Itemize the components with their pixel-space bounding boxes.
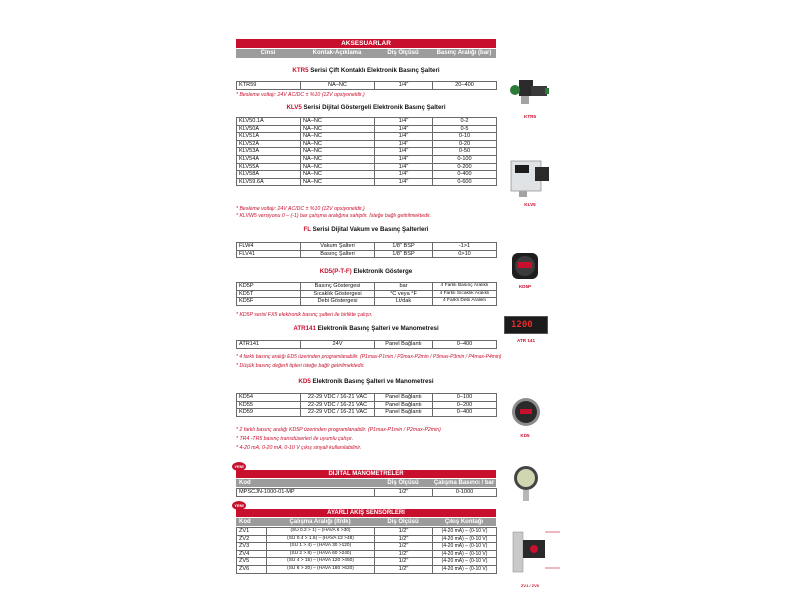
flow-table — [236, 527, 497, 574]
table-row: KD54 22-29 VDC / 16-21 VAC Panel Bağlantı 0–100 — [237, 394, 497, 402]
col-thread: Diş Ölçüsü — [387, 50, 419, 56]
flow-title: AYARLI AKIŞ SENSÖRLERİ — [327, 510, 405, 516]
table-row: ZV2 (SU 0.4 > 1.6) – (HAVA 12 >48) 1/2" (4-20 mA) – (0-10 V) — [237, 535, 497, 543]
atr141-note-2: * Düşük basınç değerli tipleri isteğe bağlı getirilmektedir. — [236, 363, 365, 369]
atr141-table — [236, 340, 497, 349]
atr141-display: 1200 — [511, 320, 533, 330]
table-row: KD5F Debi Göstergesi Lt/dak 4 Farklı Debi Aralıklı — [237, 298, 497, 306]
kd5ptf-section-title: KD5(P-T-F) Elektronik Gösterge — [319, 268, 413, 275]
table-row: ZV1 (SU 0.2 > 1) – (HAVA 6 >30) 1/2" (4-20 mA) – (0-10 V) — [237, 528, 497, 536]
table-row: ZV6 (SU 6 > 20) – (HAVA 160 >620) 1/2" (4-20 mA) – (0-10 V) — [237, 565, 497, 573]
klv5-note-2: * KLVW5 versiyonu 0 – (-1) bar çalışma aralığına sahiptir. İsteğe bağlı getirilmektedir. — [236, 213, 432, 219]
table-row: KLV50.1A NA–NC 1/4" 0-2 — [237, 118, 497, 126]
col-type: Cinsi — [260, 50, 276, 56]
table-row: KLV58A NA–NC 1/4" 0-400 — [237, 171, 497, 179]
table-row: KLV52A NA–NC 1/4" 0-20 — [237, 140, 497, 148]
fl-section-title: FL Serisi Dijital Vakum ve Basınç Şalterleri — [303, 226, 429, 233]
atr141-product-image — [504, 316, 548, 334]
ktr5-product-image — [505, 72, 555, 112]
kd5ptf-note: * KD5P serisi FX5 elektronik basınç şalteri ile birlikte çalışır. — [236, 312, 373, 318]
manometer-table — [236, 488, 497, 497]
ktr5-note: * Besleme voltajı: 24V AC/DC ± %10 (12V opsiyoneldir.) — [236, 92, 365, 98]
table-row: ATR141 24V Panel Bağlantı 0–400 — [237, 341, 497, 349]
digital-manometer-image — [512, 465, 540, 503]
table-row: KLV50A NA–NC 1/4" 0-5 — [237, 125, 497, 133]
table-row: KLV54A NA–NC 1/4" 0-100 — [237, 155, 497, 163]
kd5p-caption: KD5P — [518, 284, 532, 289]
table-row: KD5P Basınç Göstergesi bar 4 Farklı Basınç Aralıklı — [237, 283, 497, 291]
table-row: FLV41 Basınç Şalteri 1/8" BSP 0>10 — [237, 250, 497, 258]
fl-table — [236, 242, 497, 258]
accessories-title-bar — [236, 39, 496, 48]
klv5-table — [236, 117, 497, 186]
kd5-table — [236, 393, 497, 417]
atr141-caption: ATR 141 — [516, 338, 536, 343]
table-row: MPSCJN-1000-01-MP 1/2" 0-1000 — [237, 489, 497, 497]
kd5-section-title: KD5 Elektronik Basınç Şalteri ve Manometresi — [298, 378, 434, 385]
table-row: ZV5 (SU 4 > 15) – (HAVA 120 >450) 1/2" (4-20 mA) – (0-10 V) — [237, 558, 497, 566]
accessories-title: AKSESUARLAR — [341, 40, 391, 47]
kd5ptf-table — [236, 282, 497, 306]
table-row: KLV53A NA–NC 1/4" 0-50 — [237, 148, 497, 156]
column-header — [236, 49, 496, 58]
flow-title-bar — [236, 509, 496, 517]
col-contact: Kontak-Açıklama — [312, 50, 362, 56]
new-badge: YENİ — [232, 462, 246, 471]
ktr5-section-title: KTR5 Serisi Çift Kontaklı Elektronik Basınç Şalteri — [292, 67, 440, 74]
klv5-note-1: * Besleme voltajı: 24V AC/DC ± %10 (12V opsiyoneldir.) — [236, 206, 365, 212]
klv5-caption: KLV5 — [524, 202, 536, 207]
kd5p-product-image — [510, 251, 540, 281]
flow-sensor-caption: ZV1 / ZV6 — [520, 583, 539, 588]
ktr5-caption: KTR5 — [524, 114, 536, 119]
table-row: KLV59.6A NA–NC 1/4" 0-600 — [237, 178, 497, 186]
ktr5-table — [236, 81, 497, 90]
table-row: KLV51A NA–NC 1/4" 0-10 — [237, 133, 497, 141]
klv5-section-title: KLV5 Serisi Dijital Göstergeli Elektronik Basınç Şalteri — [286, 104, 446, 111]
table-row: KD59 22-29 VDC / 16-21 VAC Panel Bağlantı 0–400 — [237, 409, 497, 417]
atr141-note-1: * 4 farklı basınç aralığı ED5 üzerinden programlanabilir. (P1max-P1min / P2max-P2min / P3max-P3min / P4max-P4min) — [236, 354, 502, 360]
kd5-note-1: * 2 farklı basınç aralığı KD5P üzerinden programlanabilir. (P1max-P1min / P2max-P2min) — [236, 427, 441, 433]
manometer-title-bar — [236, 470, 496, 478]
klv5-product-image — [505, 155, 557, 200]
table-row: FLW4 Vakum Şalteri 1/8" BSP -1>1 — [237, 243, 497, 251]
table-row: KD55 22-29 VDC / 16-21 VAC Panel Bağlantı 0–200 — [237, 401, 497, 409]
manometer-column-header: Kod Diş Ölçüsü Çalışma Basıncı / bar — [236, 479, 496, 487]
table-row: KD5T Sıcaklık Göstergesi °C veya °F 4 Farklı Sıcaklık Aralıklı — [237, 290, 497, 298]
flow-column-header: Kod Çalışma Aralığı (lt/dk) Diş Ölçüsü Çıkış Kontağı — [236, 518, 496, 526]
table-row: KTR59 NA–NC 1/4" 20–400 — [237, 82, 497, 90]
kd5-note-3: * 4-20 mA, 0-20 mA, 0-10 V çıkış sinyali kullanılabilinir. — [236, 445, 362, 451]
new-badge-2: YENİ — [232, 501, 246, 510]
kd5-caption: KD5 — [520, 433, 530, 438]
flow-sensor-image — [505, 518, 563, 580]
kd5-product-image — [511, 397, 541, 427]
table-row: ZV4 (SU 2 > 8) – (HAVA 60 >240) 1/2" (4-20 mA) – (0-10 V) — [237, 550, 497, 558]
manometer-title: DİJİTAL MANOMETRELER — [328, 471, 404, 477]
table-row: ZV3 (SU 1 > 4) – (HAVA 30 >120) 1/2" (4-20 mA) – (0-10 V) — [237, 543, 497, 551]
col-range: Basınç Aralığı (bar) — [436, 50, 492, 56]
kd5-note-2: * TR4 -TR5 basınç transdüserleri ile uyumlu çalışır. — [236, 436, 354, 442]
table-row: KLV55A NA–NC 1/4" 0-200 — [237, 163, 497, 171]
atr141-section-title: ATR141 Elektronik Basınç Şalteri ve Manometresi — [293, 325, 439, 332]
